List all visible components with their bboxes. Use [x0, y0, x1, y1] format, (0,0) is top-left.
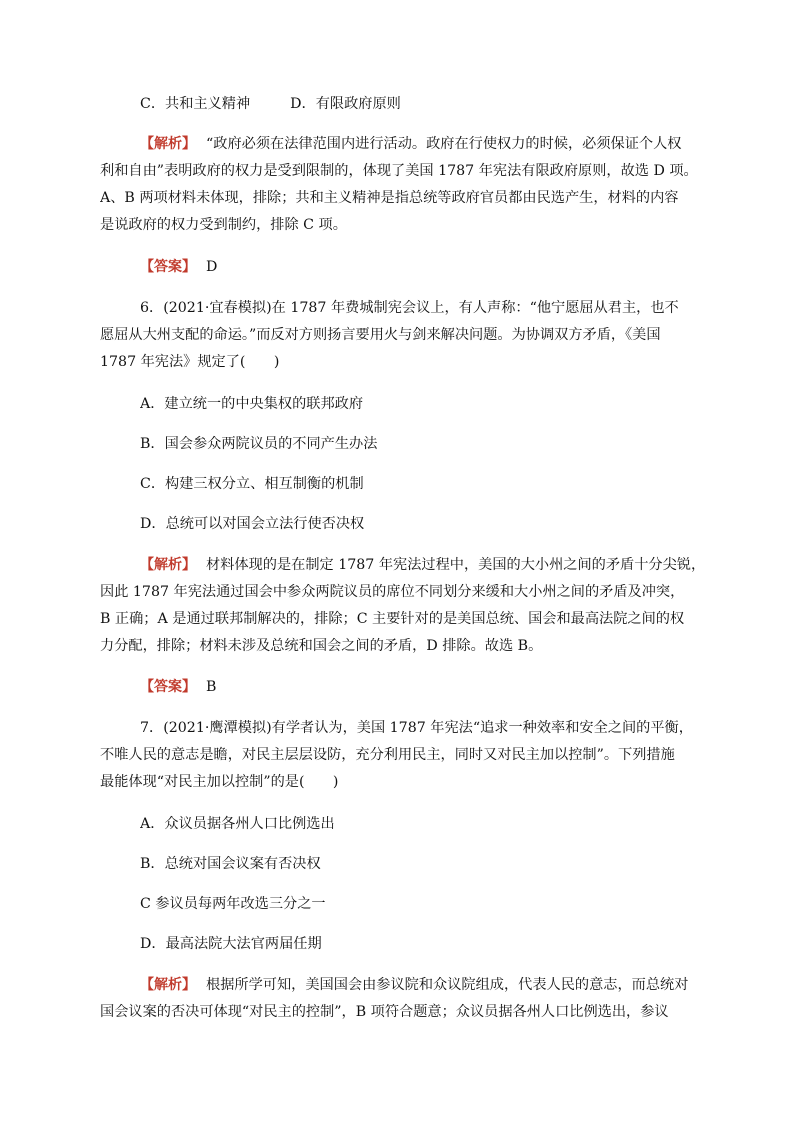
analysis-tag: 【解析】	[140, 557, 196, 573]
answer-tag: 【答案】	[140, 679, 196, 695]
q7-stem-line-2: 不唯人民的意志是瞻，对民主层层设防，充分利用民主，同时又对民主加以控制”。下列措施	[100, 747, 675, 763]
q6-option-c: C．构建三权分立、相互制衡的机制	[140, 476, 364, 492]
q5-analysis-line-4: 是说政府的权力受到制约，排除 C 项。	[100, 217, 347, 233]
q5-analysis-line-1	[140, 134, 740, 154]
q6-stem-line-2: 愿屈从大州支配的命运。”而反对方则扬言要用火与剑来解决问题。为协调双方矛盾，《美国	[100, 327, 661, 343]
analysis-tag: 【解析】	[140, 136, 196, 152]
answer-value: B	[206, 679, 217, 695]
q6-stem-line-3: 1787 年宪法》规定了( )	[100, 354, 280, 370]
q7-option-c: C 参议员每两年改选三分之一	[140, 896, 326, 912]
q6-option-b: B．国会参众两院议员的不同产生办法	[140, 436, 378, 452]
q6-analysis-line-2: 因此 1787 年宪法通过国会中参众两院议员的席位不同划分来缓和大小州之间的矛盾及冲突，	[100, 584, 685, 600]
answer-value: D	[206, 259, 218, 275]
analysis-text: “政府必须在法律范围内进行活动。政府在行使权力的时候，必须保证个人权	[206, 136, 682, 152]
answer-tag: 【答案】	[140, 259, 196, 275]
q6-analysis-line-3: B 正确；A 是通过联邦制解决的，排除；C 主要针对的是美国总统、国会和最高法院之间的权	[100, 611, 685, 627]
q7-analysis-line-1	[140, 975, 740, 995]
q7-option-b: B．总统对国会议案有否决权	[140, 856, 321, 872]
q5-analysis-line-3: A、B 两项材料未体现，排除；共和主义精神是指总统等政府官员都由民选产生，材料的内容	[100, 190, 679, 206]
q7-analysis-line-2: 国会议案的否决可体现“对民主的控制”，B 项符合题意；众议员据各州人口比例选出，参议	[100, 1004, 669, 1020]
analysis-text: 材料体现的是在制定 1787 年宪法过程中，美国的大小州之间的矛盾十分尖锐，	[206, 557, 706, 573]
q6-analysis-line-4: 力分配，排除；材料未涉及总统和国会之间的矛盾，D 排除。故选 B。	[100, 638, 543, 654]
q6-analysis-line-1	[140, 555, 740, 575]
analysis-tag: 【解析】	[140, 977, 196, 993]
q5-options-cd	[140, 94, 740, 114]
q6-answer	[140, 677, 740, 697]
q5-option-d: D．有限政府原则	[290, 96, 401, 112]
q5-option-c: C．共和主义精神	[140, 96, 251, 112]
q7-option-a: A．众议员据各州人口比例选出	[140, 816, 335, 832]
q6-option-a: A．建立统一的中央集权的联邦政府	[140, 396, 364, 412]
q7-stem-line-1: 7．(2021·鹰潭模拟)有学者认为，美国 1787 年宪法“追求一种效率和安全之间的平衡，	[140, 720, 693, 736]
analysis-text: 根据所学可知，美国国会由参议院和众议院组成，代表人民的意志，而总统对	[206, 977, 689, 993]
q5-answer	[140, 257, 740, 277]
q5-analysis-line-2: 利和自由”表明政府的权力是受到限制的，体现了美国 1787 年宪法有限政府原则，故选 D 项。	[100, 163, 698, 179]
q7-stem-line-3: 最能体现“对民主加以控制”的是( )	[100, 774, 339, 790]
q6-stem-line-1: 6．(2021·宜春模拟)在 1787 年费城制宪会议上，有人声称：“他宁愿屈从君主，也不	[140, 300, 679, 316]
q7-option-d: D．最高法院大法官两届任期	[140, 936, 322, 952]
q6-option-d: D．总统可以对国会立法行使否决权	[140, 516, 365, 532]
